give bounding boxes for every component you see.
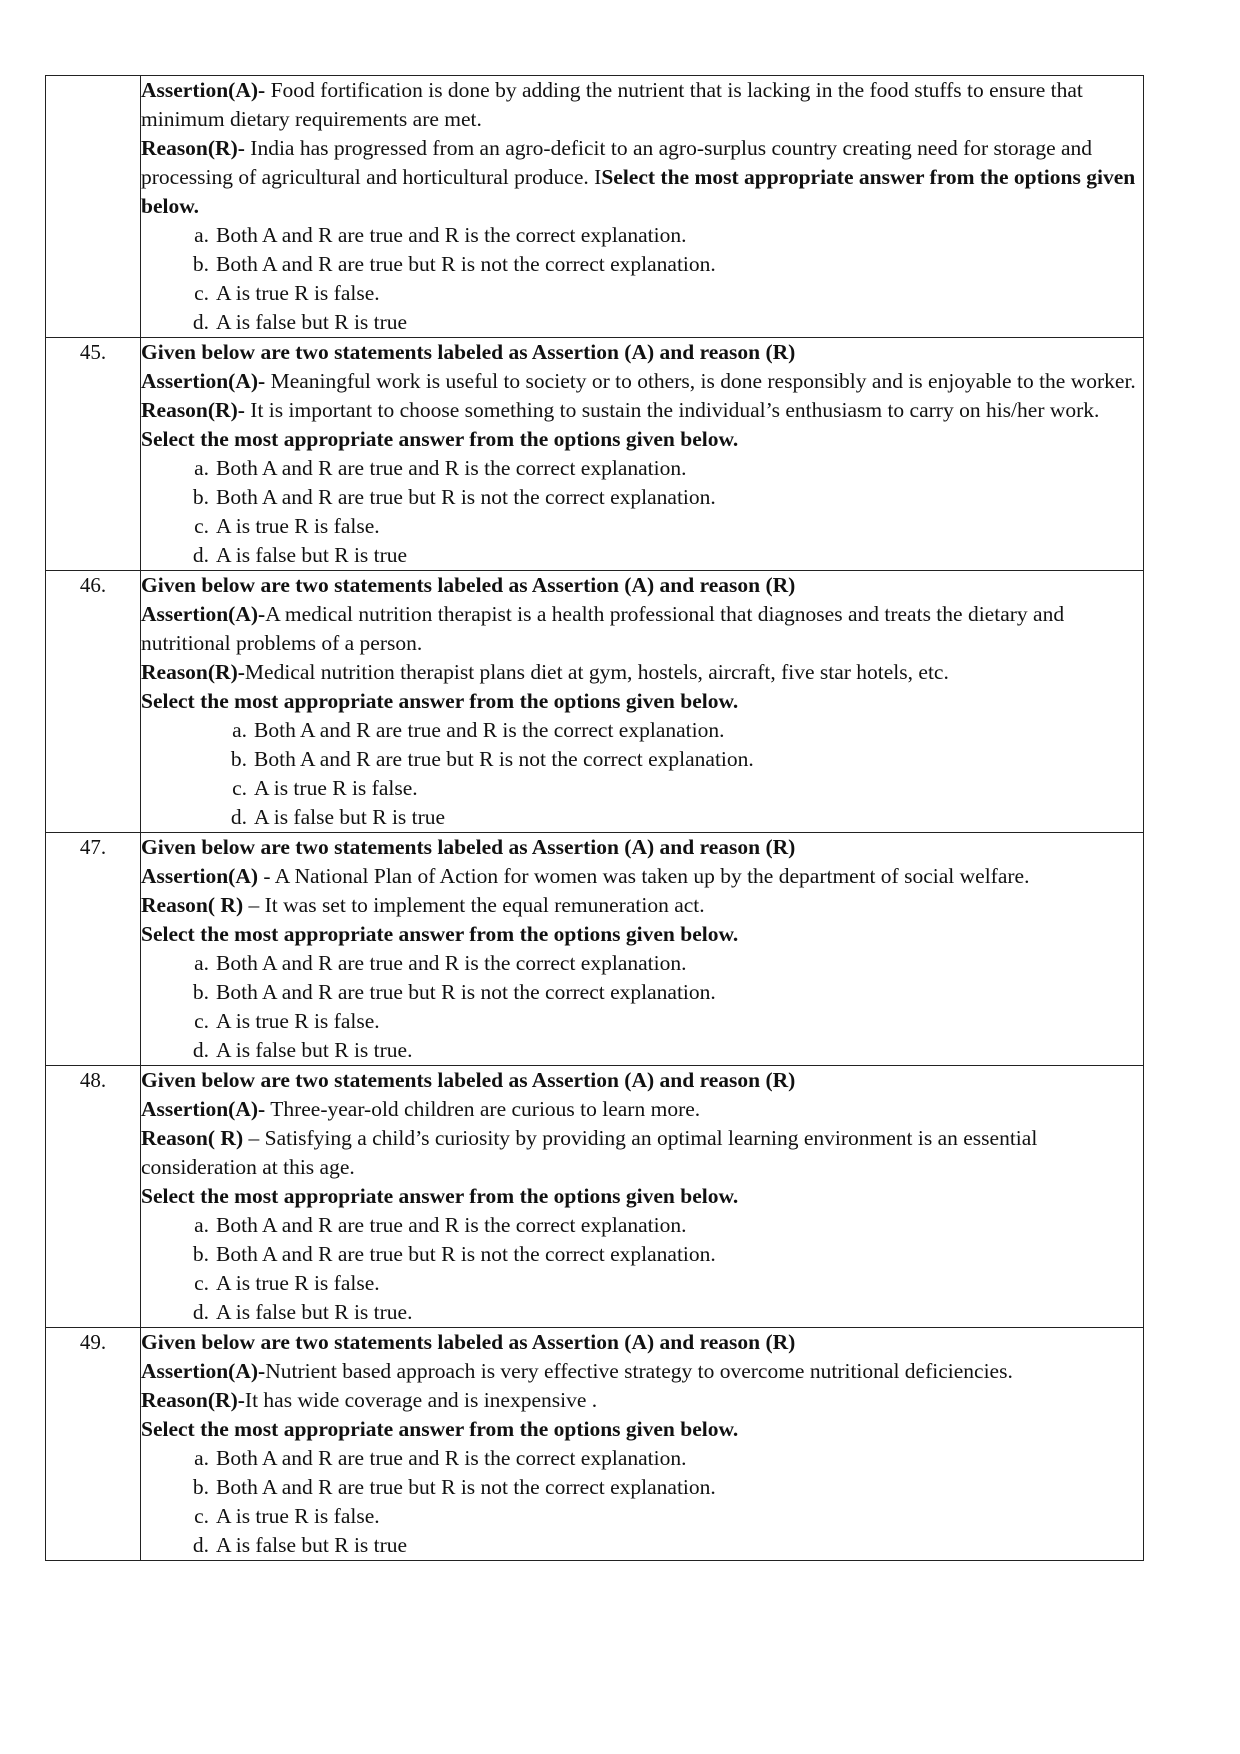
select-instruction: Select the most appropriate answer from the options given below.: [141, 427, 739, 451]
option-letter: a.: [194, 1213, 209, 1237]
reason-label: Reason( R): [141, 893, 244, 917]
option-c: [141, 1502, 1143, 1531]
question-row-44: [46, 76, 1144, 338]
option-text: Both A and R are true but R is not the correct explanation.: [216, 980, 716, 1004]
reason-text: – Satisfying a child’s curiosity by providing an optimal learning environment is an essential consideration at this age.: [141, 1126, 1038, 1179]
question-row-48: [46, 1066, 1144, 1328]
question-header: Given below are two statements labeled as Assertion (A) and reason (R): [141, 340, 796, 364]
assertion-text: Nutrient based approach is very effective strategy to overcome nutritional deficiencies.: [265, 1359, 1013, 1383]
option-b: [141, 1473, 1143, 1502]
question-body: [141, 1328, 1144, 1561]
select-instruction: Select the most appropriate answer from the options given below.: [141, 165, 1136, 218]
question-body: [141, 338, 1144, 571]
option-d: [141, 541, 1143, 570]
option-a: [141, 454, 1143, 483]
assertion-label: Assertion(A)-: [141, 602, 266, 626]
reason: [141, 891, 1143, 920]
assertion: [141, 76, 1143, 134]
option-letter: d.: [230, 805, 247, 829]
option-letter: a.: [194, 951, 209, 975]
reason-text: India has progressed from an agro-deficit to an agro-surplus country creating need for storage and processing of agricultural and horticultural produce. I: [141, 136, 1093, 189]
option-b: [141, 978, 1143, 1007]
reason-label: Reason(R)-: [141, 660, 245, 684]
option-b: [141, 745, 1143, 774]
question-number: 49.: [46, 1328, 141, 1561]
reason: [141, 658, 1143, 687]
option-text: A is false but R is true: [216, 1533, 408, 1557]
option-letter: a.: [232, 718, 247, 742]
option-letter: d.: [192, 310, 209, 334]
assertion-label: Assertion(A): [141, 864, 259, 888]
option-letter: b.: [230, 747, 247, 771]
option-text: A is true R is false.: [216, 514, 380, 538]
option-letter: c.: [194, 514, 209, 538]
option-letter: a.: [194, 456, 209, 480]
option-b: [141, 1240, 1143, 1269]
options-list: [141, 454, 1143, 570]
reason: [141, 1386, 1143, 1415]
question-number: 46.: [46, 571, 141, 833]
option-letter: c.: [232, 776, 247, 800]
assertion-text: Three-year-old children are curious to learn more.: [265, 1097, 701, 1121]
option-a: [141, 949, 1143, 978]
reason-text: – It was set to implement the equal remuneration act.: [243, 893, 705, 917]
question-number: 45.: [46, 338, 141, 571]
option-letter: a.: [194, 223, 209, 247]
option-a: [141, 1444, 1143, 1473]
question-body: [141, 1066, 1144, 1328]
option-text: A is true R is false.: [216, 1271, 380, 1295]
option-letter: b.: [192, 980, 209, 1004]
option-text: A is false but R is true.: [216, 1300, 413, 1324]
reason-label: Reason(R)-: [141, 136, 245, 160]
assertion-label: Assertion(A)-: [141, 369, 266, 393]
option-letter: b.: [192, 1242, 209, 1266]
assertion: [141, 600, 1143, 658]
question-body: [141, 571, 1144, 833]
question-row-49: [46, 1328, 1144, 1561]
question-body: [141, 833, 1144, 1066]
option-c: [141, 774, 1143, 803]
question-header: Given below are two statements labeled as Assertion (A) and reason (R): [141, 1068, 796, 1092]
option-letter: d.: [192, 1300, 209, 1324]
assertion-text: A medical nutrition therapist is a health professional that diagnoses and treats the dietary and nutritional problems of a person.: [141, 602, 1065, 655]
select-instruction: Select the most appropriate answer from the options given below.: [141, 922, 739, 946]
question-number: 47.: [46, 833, 141, 1066]
question-row-46: [46, 571, 1144, 833]
option-letter: b.: [192, 485, 209, 509]
option-letter: c.: [194, 281, 209, 305]
reason-label: Reason(R)-: [141, 398, 245, 422]
question-page: [45, 75, 1144, 1561]
assertion: [141, 1357, 1143, 1386]
reason-label: Reason(R)-: [141, 1388, 245, 1412]
option-d: [141, 803, 1143, 832]
select-instruction: Select the most appropriate answer from the options given below.: [141, 1417, 739, 1441]
assertion: [141, 862, 1143, 891]
assertion: [141, 1095, 1143, 1124]
option-letter: c.: [194, 1271, 209, 1295]
assertion-label: Assertion(A)-: [141, 1359, 266, 1383]
option-d: [141, 308, 1143, 337]
option-text: Both A and R are true and R is the correct explanation.: [216, 1446, 687, 1470]
option-letter: d.: [192, 543, 209, 567]
option-a: [141, 221, 1143, 250]
option-b: [141, 483, 1143, 512]
option-letter: d.: [192, 1533, 209, 1557]
reason-text: Medical nutrition therapist plans diet at gym, hostels, aircraft, five star hotels, etc.: [244, 660, 949, 684]
options-list: [141, 1211, 1143, 1327]
question-header: Given below are two statements labeled as Assertion (A) and reason (R): [141, 835, 796, 859]
reason: [141, 1124, 1143, 1182]
option-d: [141, 1036, 1143, 1065]
question-row-47: [46, 833, 1144, 1066]
option-c: [141, 279, 1143, 308]
reason: [141, 134, 1143, 221]
option-b: [141, 250, 1143, 279]
option-a: [141, 716, 1143, 745]
option-letter: d.: [192, 1038, 209, 1062]
option-text: A is true R is false.: [216, 1009, 380, 1033]
assertion-text: - A National Plan of Action for women was taken up by the department of social welfare.: [258, 864, 1030, 888]
option-letter: c.: [194, 1504, 209, 1528]
option-letter: b.: [192, 252, 209, 276]
option-text: Both A and R are true and R is the correct explanation.: [216, 951, 687, 975]
option-text: Both A and R are true but R is not the correct explanation.: [254, 747, 754, 771]
question-body: [141, 76, 1144, 338]
option-text: Both A and R are true and R is the correct explanation.: [216, 223, 687, 247]
assertion-text: Meaningful work is useful to society or to others, is done responsibly and is enjoyable to the worker.: [265, 369, 1136, 393]
option-letter: c.: [194, 1009, 209, 1033]
select-instruction: Select the most appropriate answer from the options given below.: [141, 1184, 739, 1208]
option-text: Both A and R are true and R is the correct explanation.: [254, 718, 725, 742]
option-letter: b.: [192, 1475, 209, 1499]
options-list: [141, 949, 1143, 1065]
option-text: A is false but R is true: [216, 543, 408, 567]
option-c: [141, 512, 1143, 541]
option-text: Both A and R are true but R is not the correct explanation.: [216, 485, 716, 509]
option-c: [141, 1007, 1143, 1036]
assertion-label: Assertion(A)-: [141, 1097, 266, 1121]
select-instruction: Select the most appropriate answer from the options given below.: [141, 689, 739, 713]
option-text: A is false but R is true.: [216, 1038, 413, 1062]
reason-label: Reason( R): [141, 1126, 244, 1150]
option-text: A is false but R is true: [254, 805, 446, 829]
option-text: Both A and R are true but R is not the correct explanation.: [216, 252, 716, 276]
question-number: [46, 76, 141, 338]
option-text: Both A and R are true but R is not the correct explanation.: [216, 1242, 716, 1266]
options-list: [141, 221, 1143, 337]
assertion-text: Food fortification is done by adding the nutrient that is lacking in the food stuffs to ensure that minimum dietary requirements are met.: [141, 78, 1083, 131]
option-text: A is true R is false.: [216, 281, 380, 305]
options-list: [141, 1444, 1143, 1560]
question-header: Given below are two statements labeled as Assertion (A) and reason (R): [141, 573, 796, 597]
questions-table: [45, 75, 1144, 1561]
option-text: Both A and R are true and R is the correct explanation.: [216, 1213, 687, 1237]
question-row-45: [46, 338, 1144, 571]
question-header: Given below are two statements labeled as Assertion (A) and reason (R): [141, 1330, 796, 1354]
option-c: [141, 1269, 1143, 1298]
option-d: [141, 1531, 1143, 1560]
reason-text: It has wide coverage and is inexpensive .: [244, 1388, 598, 1412]
assertion-label: Assertion(A)-: [141, 78, 266, 102]
option-letter: a.: [194, 1446, 209, 1470]
reason-text: It is important to choose something to sustain the individual’s enthusiasm to carry on his/her work.: [244, 398, 1100, 422]
option-text: A is false but R is true: [216, 310, 408, 334]
assertion: [141, 367, 1143, 396]
reason: [141, 396, 1143, 425]
option-text: Both A and R are true and R is the correct explanation.: [216, 456, 687, 480]
option-text: A is true R is false.: [216, 1504, 380, 1528]
option-a: [141, 1211, 1143, 1240]
question-number: 48.: [46, 1066, 141, 1328]
option-d: [141, 1298, 1143, 1327]
option-text: A is true R is false.: [254, 776, 418, 800]
options-list: [141, 716, 1143, 832]
option-text: Both A and R are true but R is not the correct explanation.: [216, 1475, 716, 1499]
